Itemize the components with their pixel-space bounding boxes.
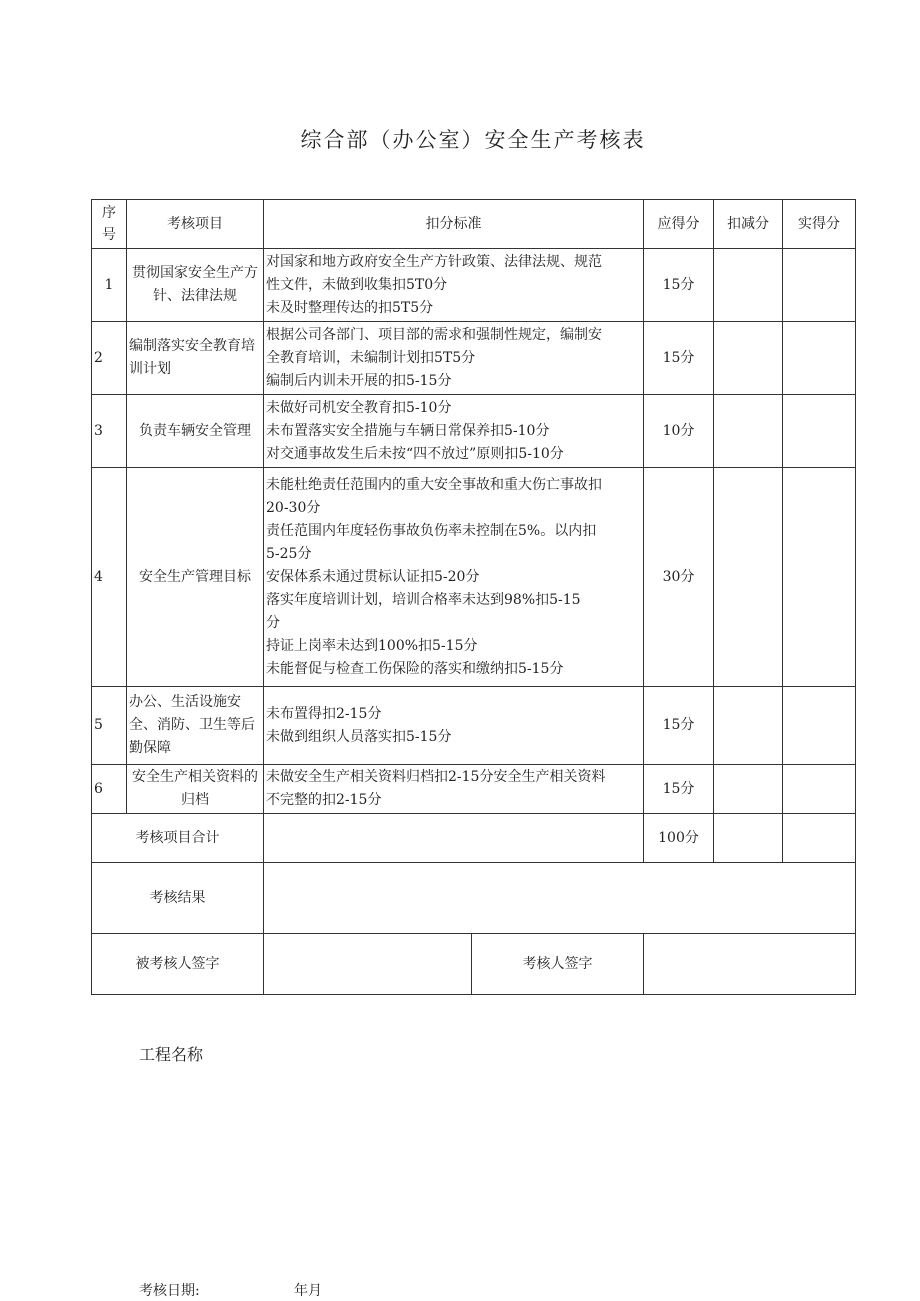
row-actual-cell[interactable]: [783, 249, 856, 322]
table-row: [92, 468, 856, 687]
signature-area: [264, 934, 856, 995]
assessment-table: [91, 199, 856, 995]
header-seq: 序号: [92, 200, 127, 249]
assessor-signature-field[interactable]: [644, 934, 855, 994]
header-actual: 实得分: [783, 200, 856, 249]
row-score: 15分: [644, 249, 714, 322]
row-item: 编制落实安全教育培训计划: [127, 322, 264, 395]
row-item: 贯彻国家安全生产方针、法律法规: [127, 249, 264, 322]
signature-split: [264, 934, 855, 994]
assessor-signature-label: 考核人签字: [472, 934, 644, 994]
row-actual-cell[interactable]: [783, 395, 856, 468]
row-score: 10分: [644, 395, 714, 468]
row-seq: 3: [92, 395, 127, 468]
table-row: [92, 322, 856, 395]
table-row: [92, 765, 856, 814]
result-label: 考核结果: [92, 863, 264, 934]
total-label: 考核项目合计: [92, 814, 264, 863]
result-value-cell[interactable]: [264, 863, 856, 934]
header-standard: 扣分标准: [264, 200, 644, 249]
row-standard: 未做安全生产相关资料归档扣2-15分安全生产相关资料 不完整的扣2-15分: [264, 765, 644, 814]
assessed-signature-field[interactable]: [264, 934, 472, 994]
assessment-date-label: 考核日期:: [139, 1283, 200, 1299]
total-score: 100分: [644, 814, 714, 863]
row-standard: 未布置得扣2-15分 未做到组织人员落实扣5-15分: [264, 687, 644, 765]
assessment-date-value: 年月: [294, 1283, 322, 1299]
table-row: [92, 395, 856, 468]
page-title: 综合部（办公室）安全生产考核表: [300, 128, 646, 152]
row-score: 30分: [644, 468, 714, 687]
total-row: [92, 814, 856, 863]
row-score: 15分: [644, 765, 714, 814]
row-item: 安全生产相关资料的归档: [127, 765, 264, 814]
total-actual-cell[interactable]: [783, 814, 856, 863]
row-actual-cell[interactable]: [783, 687, 856, 765]
row-standard: 未做好司机安全教育扣5-10分 未布置落实安全措施与车辆日常保养扣5-10分 对交通事故发生后未按“四不放过”原则扣5-10分: [264, 395, 644, 468]
row-score: 15分: [644, 322, 714, 395]
row-deduct-cell[interactable]: [714, 765, 783, 814]
row-item: 负责车辆安全管理: [127, 395, 264, 468]
row-deduct-cell[interactable]: [714, 687, 783, 765]
row-item: 办公、生活设施安全、消防、卫生等后勤保障: [127, 687, 264, 765]
row-item: 安全生产管理目标: [127, 468, 264, 687]
row-seq: 4: [92, 468, 127, 687]
row-score: 15分: [644, 687, 714, 765]
assessed-signature-label: 被考核人签字: [92, 934, 264, 995]
row-seq: 1: [92, 249, 127, 322]
header-item: 考核项目: [127, 200, 264, 249]
project-name-label: 工程名称: [139, 1045, 204, 1064]
row-seq: 6: [92, 765, 127, 814]
header-deduct: 扣减分: [714, 200, 783, 249]
row-standard: 根据公司各部门、项目部的需求和强制性规定，编制安 全教育培训，未编制计划扣5T5分 编制后内训未开展的扣5-15分: [264, 322, 644, 395]
table-row: [92, 249, 856, 322]
signature-row: [92, 934, 856, 995]
row-deduct-cell[interactable]: [714, 395, 783, 468]
row-deduct-cell[interactable]: [714, 468, 783, 687]
row-deduct-cell[interactable]: [714, 249, 783, 322]
row-standard: 对国家和地方政府安全生产方针政策、法律法规、规范 性文件，未做到收集扣5T0分 未及时整理传达的扣5T5分: [264, 249, 644, 322]
row-deduct-cell[interactable]: [714, 322, 783, 395]
row-seq: 2: [92, 322, 127, 395]
row-actual-cell[interactable]: [783, 468, 856, 687]
header-should-score: 应得分: [644, 200, 714, 249]
header-row: [92, 200, 856, 249]
total-standard-cell: [264, 814, 644, 863]
row-standard: 未能杜绝责任范围内的重大安全事故和重大伤亡事故扣 20-30分 责任范围内年度轻伤事故负伤率未控制在5%。以内扣 5-25分 安保体系未通过贯标认证扣5-20分 落实年度培训计划，培训合格率未达到98%扣5-15 分 持证上岗率未达到100%扣5-15分 未能督促与检查工伤保险的落实和缴纳扣5-15分: [264, 468, 644, 687]
total-deduct-cell[interactable]: [714, 814, 783, 863]
table-row: [92, 687, 856, 765]
row-actual-cell[interactable]: [783, 322, 856, 395]
row-seq: 5: [92, 687, 127, 765]
result-row: [92, 863, 856, 934]
row-actual-cell[interactable]: [783, 765, 856, 814]
